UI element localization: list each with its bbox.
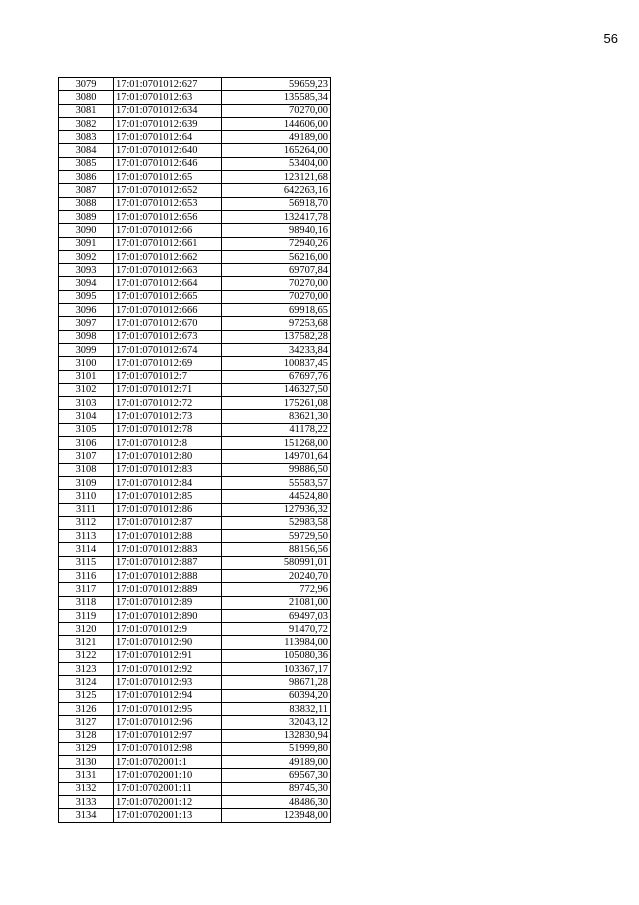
table-body bbox=[59, 78, 331, 823]
cadastral-number-cell: 17:01:0701012:640 bbox=[114, 144, 222, 157]
cadastral-value-cell: 98671,28 bbox=[222, 676, 331, 689]
row-number-cell: 3117 bbox=[59, 583, 114, 596]
row-number-cell: 3115 bbox=[59, 556, 114, 569]
table-row bbox=[59, 370, 331, 383]
row-number-cell: 3124 bbox=[59, 676, 114, 689]
cadastral-number-cell: 17:01:0701012:94 bbox=[114, 689, 222, 702]
cadastral-value-cell: 41178,22 bbox=[222, 423, 331, 436]
row-number-cell: 3129 bbox=[59, 742, 114, 755]
row-number-cell: 3121 bbox=[59, 636, 114, 649]
cadastral-number-cell: 17:01:0701012:97 bbox=[114, 729, 222, 742]
table-row bbox=[59, 716, 331, 729]
row-number-cell: 3100 bbox=[59, 357, 114, 370]
row-number-cell: 3101 bbox=[59, 370, 114, 383]
row-number-cell: 3128 bbox=[59, 729, 114, 742]
table-row bbox=[59, 131, 331, 144]
table-row bbox=[59, 769, 331, 782]
row-number-cell: 3103 bbox=[59, 397, 114, 410]
table-row bbox=[59, 476, 331, 489]
cadastral-value-cell: 123948,00 bbox=[222, 809, 331, 822]
cadastral-value-cell: 151268,00 bbox=[222, 437, 331, 450]
row-number-cell: 3088 bbox=[59, 197, 114, 210]
page-number: 56 bbox=[603, 31, 618, 46]
row-number-cell: 3125 bbox=[59, 689, 114, 702]
row-number-cell: 3092 bbox=[59, 250, 114, 263]
cadastral-value-cell: 580991,01 bbox=[222, 556, 331, 569]
cadastral-number-cell: 17:01:0701012:88 bbox=[114, 530, 222, 543]
row-number-cell: 3082 bbox=[59, 117, 114, 130]
row-number-cell: 3112 bbox=[59, 516, 114, 529]
table-row bbox=[59, 450, 331, 463]
row-number-cell: 3130 bbox=[59, 756, 114, 769]
table-row bbox=[59, 184, 331, 197]
cadastral-value-cell: 70270,00 bbox=[222, 104, 331, 117]
cadastral-number-cell: 17:01:0701012:64 bbox=[114, 131, 222, 144]
table-row bbox=[59, 397, 331, 410]
table-row bbox=[59, 636, 331, 649]
cadastral-number-cell: 17:01:0701012:639 bbox=[114, 117, 222, 130]
table-row bbox=[59, 171, 331, 184]
cadastral-number-cell: 17:01:0701012:889 bbox=[114, 583, 222, 596]
cadastral-number-cell: 17:01:0701012:634 bbox=[114, 104, 222, 117]
table-row bbox=[59, 583, 331, 596]
table-row bbox=[59, 796, 331, 809]
table-row bbox=[59, 437, 331, 450]
cadastral-value-cell: 97253,68 bbox=[222, 317, 331, 330]
cadastral-value-cell: 67697,76 bbox=[222, 370, 331, 383]
table-row bbox=[59, 237, 331, 250]
row-number-cell: 3113 bbox=[59, 530, 114, 543]
table-row bbox=[59, 423, 331, 436]
row-number-cell: 3096 bbox=[59, 304, 114, 317]
cadastral-value-cell: 91470,72 bbox=[222, 623, 331, 636]
cadastral-number-cell: 17:01:0701012:888 bbox=[114, 569, 222, 582]
cadastral-value-cell: 175261,08 bbox=[222, 397, 331, 410]
row-number-cell: 3108 bbox=[59, 463, 114, 476]
cadastral-value-cell: 135585,34 bbox=[222, 91, 331, 104]
cadastral-value-cell: 98940,16 bbox=[222, 224, 331, 237]
cadastral-value-cell: 56216,00 bbox=[222, 250, 331, 263]
cadastral-number-cell: 17:01:0701012:85 bbox=[114, 490, 222, 503]
cadastral-number-cell: 17:01:0701012:653 bbox=[114, 197, 222, 210]
cadastral-value-cell: 49189,00 bbox=[222, 131, 331, 144]
table-row bbox=[59, 569, 331, 582]
row-number-cell: 3087 bbox=[59, 184, 114, 197]
cadastral-value-cell: 100837,45 bbox=[222, 357, 331, 370]
cadastral-value-cell: 88156,56 bbox=[222, 543, 331, 556]
cadastral-number-cell: 17:01:0701012:883 bbox=[114, 543, 222, 556]
row-number-cell: 3091 bbox=[59, 237, 114, 250]
cadastral-value-cell: 52983,58 bbox=[222, 516, 331, 529]
cadastral-value-cell: 149701,64 bbox=[222, 450, 331, 463]
row-number-cell: 3106 bbox=[59, 437, 114, 450]
table-row bbox=[59, 317, 331, 330]
table-row bbox=[59, 503, 331, 516]
row-number-cell: 3133 bbox=[59, 796, 114, 809]
cadastral-value-cell: 72940,26 bbox=[222, 237, 331, 250]
cadastral-number-cell: 17:01:0701012:666 bbox=[114, 304, 222, 317]
cadastral-value-cell: 89745,30 bbox=[222, 782, 331, 795]
cadastral-number-cell: 17:01:0701012:663 bbox=[114, 264, 222, 277]
row-number-cell: 3084 bbox=[59, 144, 114, 157]
table-row bbox=[59, 157, 331, 170]
table-row bbox=[59, 609, 331, 622]
cadastral-value-cell: 105080,36 bbox=[222, 649, 331, 662]
cadastral-number-cell: 17:01:0701012:90 bbox=[114, 636, 222, 649]
cadastral-value-table bbox=[58, 77, 331, 823]
cadastral-value-cell: 103367,17 bbox=[222, 663, 331, 676]
row-number-cell: 3107 bbox=[59, 450, 114, 463]
cadastral-value-cell: 165264,00 bbox=[222, 144, 331, 157]
cadastral-number-cell: 17:01:0701012:7 bbox=[114, 370, 222, 383]
cadastral-number-cell: 17:01:0701012:86 bbox=[114, 503, 222, 516]
row-number-cell: 3127 bbox=[59, 716, 114, 729]
row-number-cell: 3099 bbox=[59, 343, 114, 356]
table-row bbox=[59, 663, 331, 676]
row-number-cell: 3105 bbox=[59, 423, 114, 436]
cadastral-value-cell: 32043,12 bbox=[222, 716, 331, 729]
cadastral-value-cell: 113984,00 bbox=[222, 636, 331, 649]
table-row bbox=[59, 729, 331, 742]
table-row bbox=[59, 516, 331, 529]
table-row bbox=[59, 383, 331, 396]
cadastral-value-cell: 51999,80 bbox=[222, 742, 331, 755]
table-row bbox=[59, 224, 331, 237]
cadastral-number-cell: 17:01:0701012:78 bbox=[114, 423, 222, 436]
cadastral-value-cell: 69497,03 bbox=[222, 609, 331, 622]
row-number-cell: 3123 bbox=[59, 663, 114, 676]
row-number-cell: 3104 bbox=[59, 410, 114, 423]
cadastral-value-cell: 55583,57 bbox=[222, 476, 331, 489]
row-number-cell: 3134 bbox=[59, 809, 114, 822]
row-number-cell: 3132 bbox=[59, 782, 114, 795]
cadastral-number-cell: 17:01:0701012:656 bbox=[114, 210, 222, 223]
cadastral-value-cell: 21081,00 bbox=[222, 596, 331, 609]
row-number-cell: 3131 bbox=[59, 769, 114, 782]
row-number-cell: 3110 bbox=[59, 490, 114, 503]
cadastral-number-cell: 17:01:0701012:93 bbox=[114, 676, 222, 689]
cadastral-number-cell: 17:01:0702001:10 bbox=[114, 769, 222, 782]
cadastral-number-cell: 17:01:0702001:13 bbox=[114, 809, 222, 822]
cadastral-value-cell: 772,96 bbox=[222, 583, 331, 596]
row-number-cell: 3111 bbox=[59, 503, 114, 516]
cadastral-number-cell: 17:01:0701012:63 bbox=[114, 91, 222, 104]
table-row bbox=[59, 277, 331, 290]
cadastral-value-cell: 69918,65 bbox=[222, 304, 331, 317]
cadastral-value-cell: 70270,00 bbox=[222, 277, 331, 290]
row-number-cell: 3081 bbox=[59, 104, 114, 117]
cadastral-value-cell: 146327,50 bbox=[222, 383, 331, 396]
row-number-cell: 3102 bbox=[59, 383, 114, 396]
table-row bbox=[59, 649, 331, 662]
cadastral-number-cell: 17:01:0701012:661 bbox=[114, 237, 222, 250]
row-number-cell: 3114 bbox=[59, 543, 114, 556]
cadastral-number-cell: 17:01:0701012:652 bbox=[114, 184, 222, 197]
table-row bbox=[59, 104, 331, 117]
row-number-cell: 3083 bbox=[59, 131, 114, 144]
cadastral-value-cell: 137582,28 bbox=[222, 330, 331, 343]
table-row bbox=[59, 410, 331, 423]
table-row bbox=[59, 250, 331, 263]
row-number-cell: 3085 bbox=[59, 157, 114, 170]
cadastral-number-cell: 17:01:0701012:66 bbox=[114, 224, 222, 237]
cadastral-number-cell: 17:01:0701012:72 bbox=[114, 397, 222, 410]
row-number-cell: 3094 bbox=[59, 277, 114, 290]
row-number-cell: 3098 bbox=[59, 330, 114, 343]
cadastral-number-cell: 17:01:0701012:91 bbox=[114, 649, 222, 662]
table-row bbox=[59, 530, 331, 543]
cadastral-value-cell: 44524,80 bbox=[222, 490, 331, 503]
cadastral-number-cell: 17:01:0701012:73 bbox=[114, 410, 222, 423]
row-number-cell: 3118 bbox=[59, 596, 114, 609]
cadastral-number-cell: 17:01:0702001:11 bbox=[114, 782, 222, 795]
cadastral-number-cell: 17:01:0701012:674 bbox=[114, 343, 222, 356]
table-row bbox=[59, 117, 331, 130]
cadastral-value-cell: 56918,70 bbox=[222, 197, 331, 210]
table-row bbox=[59, 91, 331, 104]
row-number-cell: 3086 bbox=[59, 171, 114, 184]
row-number-cell: 3089 bbox=[59, 210, 114, 223]
cadastral-value-cell: 127936,32 bbox=[222, 503, 331, 516]
row-number-cell: 3119 bbox=[59, 609, 114, 622]
table-row bbox=[59, 623, 331, 636]
row-number-cell: 3093 bbox=[59, 264, 114, 277]
table-row bbox=[59, 357, 331, 370]
table-row bbox=[59, 676, 331, 689]
cadastral-number-cell: 17:01:0701012:98 bbox=[114, 742, 222, 755]
table-row bbox=[59, 197, 331, 210]
cadastral-number-cell: 17:01:0701012:646 bbox=[114, 157, 222, 170]
row-number-cell: 3122 bbox=[59, 649, 114, 662]
table-row bbox=[59, 596, 331, 609]
cadastral-number-cell: 17:01:0701012:84 bbox=[114, 476, 222, 489]
row-number-cell: 3120 bbox=[59, 623, 114, 636]
row-number-cell: 3116 bbox=[59, 569, 114, 582]
cadastral-value-cell: 69567,30 bbox=[222, 769, 331, 782]
cadastral-value-cell: 132830,94 bbox=[222, 729, 331, 742]
cadastral-number-cell: 17:01:0701012:96 bbox=[114, 716, 222, 729]
cadastral-number-cell: 17:01:0701012:65 bbox=[114, 171, 222, 184]
cadastral-value-cell: 34233,84 bbox=[222, 343, 331, 356]
cadastral-number-cell: 17:01:0701012:8 bbox=[114, 437, 222, 450]
cadastral-number-cell: 17:01:0701012:662 bbox=[114, 250, 222, 263]
table-row bbox=[59, 304, 331, 317]
table-row bbox=[59, 742, 331, 755]
cadastral-number-cell: 17:01:0701012:887 bbox=[114, 556, 222, 569]
table-row bbox=[59, 490, 331, 503]
cadastral-number-cell: 17:01:0701012:71 bbox=[114, 383, 222, 396]
cadastral-value-cell: 53404,00 bbox=[222, 157, 331, 170]
cadastral-value-cell: 48486,30 bbox=[222, 796, 331, 809]
row-number-cell: 3079 bbox=[59, 78, 114, 91]
cadastral-value-cell: 123121,68 bbox=[222, 171, 331, 184]
cadastral-value-cell: 99886,50 bbox=[222, 463, 331, 476]
row-number-cell: 3095 bbox=[59, 290, 114, 303]
table-row bbox=[59, 689, 331, 702]
table-row bbox=[59, 556, 331, 569]
row-number-cell: 3126 bbox=[59, 702, 114, 715]
table-row bbox=[59, 756, 331, 769]
table-row bbox=[59, 264, 331, 277]
cadastral-value-cell: 70270,00 bbox=[222, 290, 331, 303]
table-row bbox=[59, 543, 331, 556]
table-row bbox=[59, 290, 331, 303]
table-row bbox=[59, 463, 331, 476]
cadastral-number-cell: 17:01:0702001:12 bbox=[114, 796, 222, 809]
cadastral-value-cell: 69707,84 bbox=[222, 264, 331, 277]
cadastral-number-cell: 17:01:0701012:87 bbox=[114, 516, 222, 529]
table-row bbox=[59, 343, 331, 356]
table-row bbox=[59, 782, 331, 795]
table-row bbox=[59, 809, 331, 822]
row-number-cell: 3090 bbox=[59, 224, 114, 237]
cadastral-number-cell: 17:01:0701012:670 bbox=[114, 317, 222, 330]
cadastral-value-cell: 49189,00 bbox=[222, 756, 331, 769]
cadastral-number-cell: 17:01:0702001:1 bbox=[114, 756, 222, 769]
cadastral-number-cell: 17:01:0701012:69 bbox=[114, 357, 222, 370]
cadastral-value-cell: 144606,00 bbox=[222, 117, 331, 130]
cadastral-value-cell: 83832,11 bbox=[222, 702, 331, 715]
cadastral-number-cell: 17:01:0701012:95 bbox=[114, 702, 222, 715]
table-row bbox=[59, 702, 331, 715]
row-number-cell: 3109 bbox=[59, 476, 114, 489]
table-row bbox=[59, 144, 331, 157]
table-row bbox=[59, 210, 331, 223]
cadastral-number-cell: 17:01:0701012:9 bbox=[114, 623, 222, 636]
cadastral-value-cell: 59729,50 bbox=[222, 530, 331, 543]
cadastral-value-cell: 59659,23 bbox=[222, 78, 331, 91]
cadastral-number-cell: 17:01:0701012:89 bbox=[114, 596, 222, 609]
cadastral-value-cell: 20240,70 bbox=[222, 569, 331, 582]
cadastral-number-cell: 17:01:0701012:83 bbox=[114, 463, 222, 476]
table-row bbox=[59, 78, 331, 91]
cadastral-value-cell: 83621,30 bbox=[222, 410, 331, 423]
cadastral-value-cell: 642263,16 bbox=[222, 184, 331, 197]
cadastral-number-cell: 17:01:0701012:673 bbox=[114, 330, 222, 343]
cadastral-value-cell: 132417,78 bbox=[222, 210, 331, 223]
cadastral-value-cell: 60394,20 bbox=[222, 689, 331, 702]
cadastral-number-cell: 17:01:0701012:664 bbox=[114, 277, 222, 290]
cadastral-number-cell: 17:01:0701012:665 bbox=[114, 290, 222, 303]
row-number-cell: 3080 bbox=[59, 91, 114, 104]
cadastral-number-cell: 17:01:0701012:890 bbox=[114, 609, 222, 622]
cadastral-number-cell: 17:01:0701012:627 bbox=[114, 78, 222, 91]
table-row bbox=[59, 330, 331, 343]
cadastral-number-cell: 17:01:0701012:80 bbox=[114, 450, 222, 463]
row-number-cell: 3097 bbox=[59, 317, 114, 330]
cadastral-number-cell: 17:01:0701012:92 bbox=[114, 663, 222, 676]
